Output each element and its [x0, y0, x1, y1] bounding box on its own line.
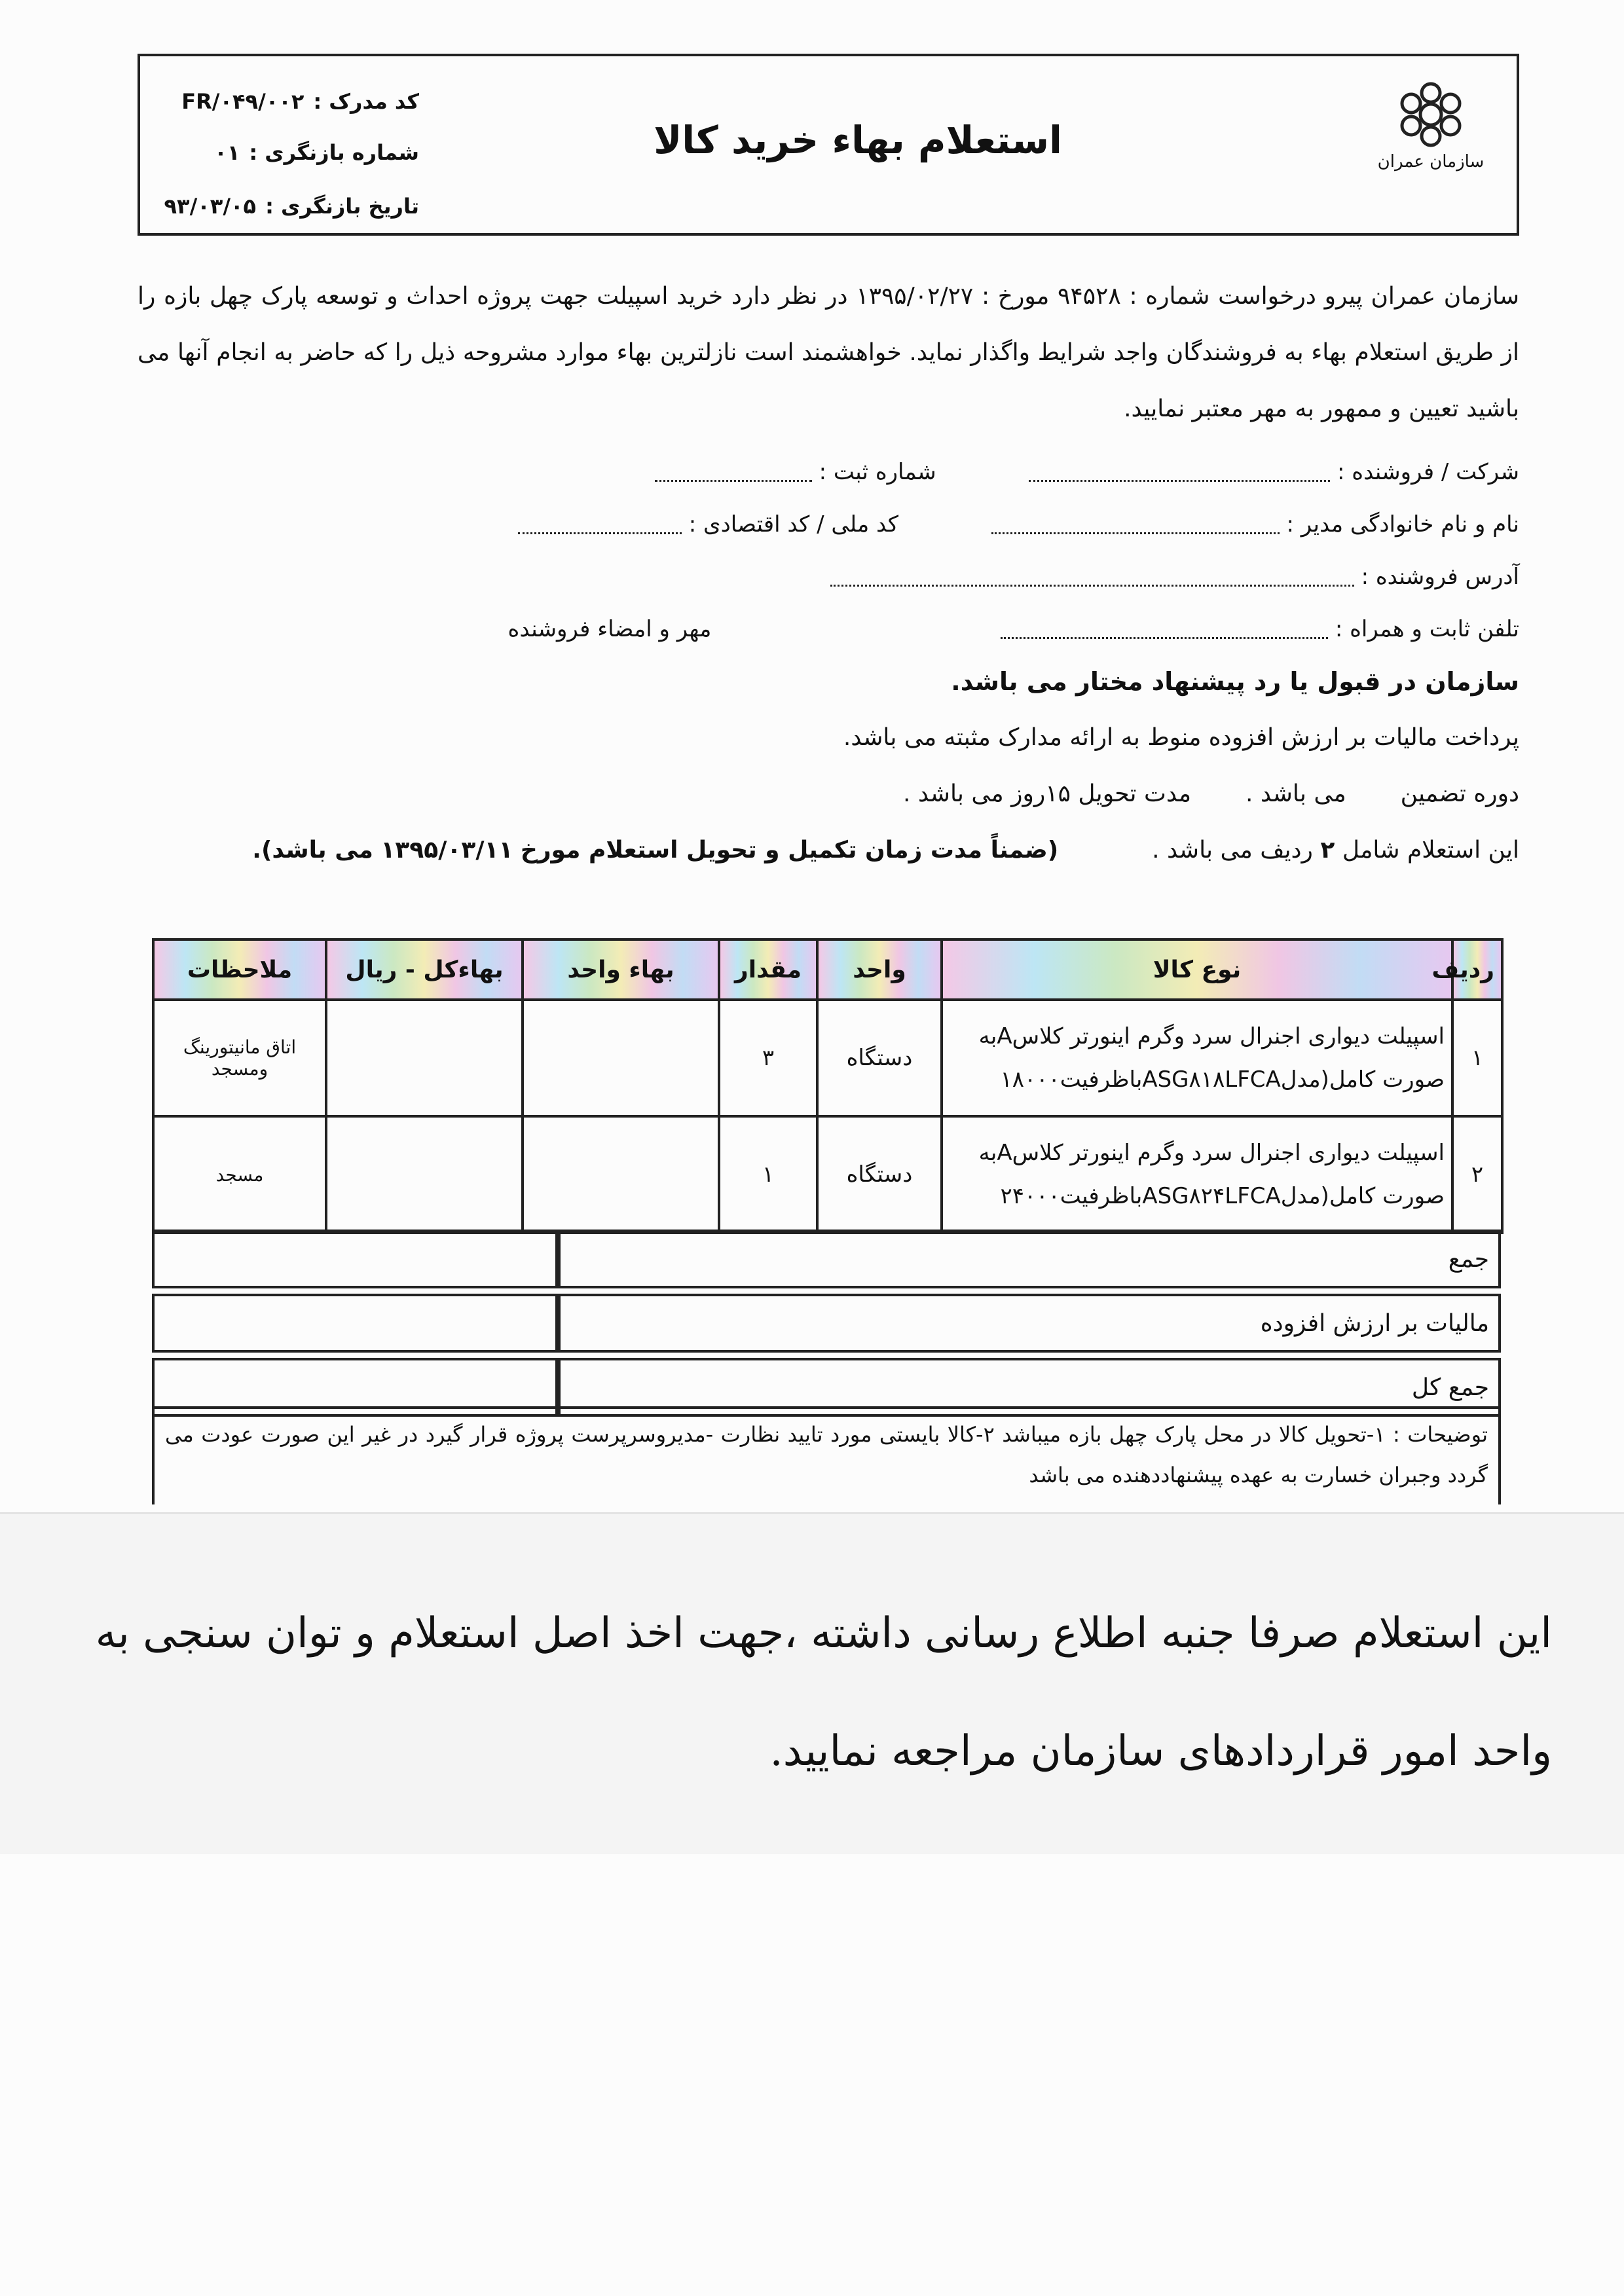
- item-description: اسپیلت دیواری اجنرال سرد وگرم اینورتر کلاسAبه صورت کامل(مدلASG۸۲۴LFCAباظرفیت۲۴۰۰۰: [942, 1116, 1452, 1233]
- field-row-manager: [138, 496, 1519, 549]
- grand-total-label: جمع کل: [558, 1358, 1501, 1417]
- revision-number: [157, 140, 419, 165]
- vat-amount[interactable]: [152, 1294, 558, 1353]
- item-quantity: ۳: [719, 1000, 817, 1116]
- vat-statement: پرداخت مالیات بر ارزش افزوده منوط به ارائه مدارک مثبته می باشد.: [843, 724, 1519, 751]
- intro-paragraph: سازمان عمران پیرو درخواست شماره : ۹۴۵۲۸ مورخ : ۱۳۹۵/۰۲/۲۷ در نظر دارد خرید اسپیلت جهت پروژه احداث و توسعه پارک چهل بازه را از طریق استعلام بهاء به فروشندگان واجد شرایط واگذار نماید. خواهشمند است نازلترین بهاء موارد مشروحه ذیل را که حاضر به انجام آنها می باشید تعیین و ممهور به مهر معتبر نمایید.: [138, 283, 1520, 422]
- item-unit-price[interactable]: [523, 1116, 719, 1233]
- rows-deadline-line: این استعلام شامل ۲ ردیف می باشد . (ضمناً مدت زمان تکمیل و تحویل استعلام مورخ ۱۳۹۵/۰۳/۱۱ می باشد).: [252, 837, 1519, 864]
- col-qty-header: مقدار: [719, 939, 817, 1000]
- request-number: ۹۴۵۲۸: [1058, 283, 1121, 310]
- col-item-header: نوع کالا: [942, 939, 1452, 1000]
- col-notes-header: ملاحظات: [153, 939, 326, 1000]
- item-notes: مسجد: [153, 1116, 326, 1233]
- stamp-label: مهر و امضاء فروشنده: [507, 616, 712, 642]
- vat-label: مالیات بر ارزش افزوده: [558, 1294, 1501, 1353]
- totals-row-vat: [152, 1294, 1501, 1353]
- phone-field[interactable]: [1001, 621, 1328, 639]
- authority-statement: سازمان در قبول یا رد پیشنهاد مختار می باشد.: [951, 667, 1519, 696]
- revision-date-value: ۹۳/۰۳/۰۵: [164, 194, 257, 219]
- col-unit-header: واحد: [817, 939, 942, 1000]
- warranty-delivery-line: دوره تضمین می باشد . مدت تحویل ۱۵روز می باشد .: [903, 780, 1519, 807]
- phone-label: تلفن ثابت و همراه :: [1335, 616, 1519, 642]
- document-code: [157, 89, 419, 114]
- address-label: آدرس فروشنده :: [1361, 564, 1519, 590]
- organization-logo: [1369, 79, 1493, 196]
- items-table: [152, 938, 1504, 1234]
- manager-label: نام و نام خانوادگی مدیر :: [1286, 511, 1519, 538]
- company-field[interactable]: [1029, 464, 1330, 482]
- col-row-header: ردیف: [1452, 939, 1502, 1000]
- col-total-price-header: بهاءکل - ریال: [326, 939, 523, 1000]
- revision-date-label: تاریخ بازنگری :: [265, 194, 419, 219]
- item-total-price[interactable]: [326, 1116, 523, 1233]
- totals-table: [152, 1224, 1501, 1422]
- row-number: ۱: [1452, 1000, 1502, 1116]
- manager-field[interactable]: [991, 517, 1280, 534]
- address-field[interactable]: [830, 569, 1354, 587]
- item-notes: اتاق مانیتورینگ ومسجد: [153, 1000, 326, 1116]
- table-row: [153, 1116, 1502, 1233]
- item-unit: دستگاه: [817, 1000, 942, 1116]
- national-code-label: کد ملی / کد اقتصادی :: [688, 511, 899, 538]
- reg-no-field[interactable]: [655, 464, 812, 482]
- intro-section: [138, 268, 1519, 879]
- revision-number-label: شماره بازنگری :: [249, 140, 419, 165]
- notes-box: توضیحات : ۱-تحویل کالا در محل پارک چهل بازه میباشد ۲-کالا بایستی مورد تایید نظارت -مدیروسرپرست پروژه قرار گیرد در غیر این صورت عودت می گردد وجبران خسارت به عهده پیشنهاددهنده می باشد: [152, 1406, 1501, 1504]
- item-description: اسپیلت دیواری اجنرال سرد وگرم اینورتر کلاسAبه صورت کامل(مدلASG۸۱۸LFCAباظرفیت۱۸۰۰۰: [942, 1000, 1452, 1116]
- item-unit: دستگاه: [817, 1116, 942, 1233]
- document-code-value: FR/۰۴۹/۰۰۲: [181, 89, 304, 114]
- item-quantity: ۱: [719, 1116, 817, 1233]
- item-total-price[interactable]: [326, 1000, 523, 1116]
- sum-amount[interactable]: [152, 1230, 558, 1288]
- row-number: ۲: [1452, 1116, 1502, 1233]
- public-notice: این استعلام صرفا جنبه اطلاع رسانی داشته ،جهت اخذ اصل استعلام و توان سنجی به واحد امور قراردادهای سازمان مراجعه نمایید.: [95, 1609, 1552, 1776]
- table-header-row: [153, 939, 1502, 1000]
- field-row-address: [138, 549, 1519, 601]
- sum-label: جمع: [558, 1230, 1501, 1288]
- revision-date: [157, 194, 419, 219]
- company-label: شرکت / فروشنده :: [1337, 459, 1519, 485]
- revision-number-value: ۰۱: [214, 140, 240, 165]
- totals-row-sum: [152, 1230, 1501, 1288]
- table-row: [153, 1000, 1502, 1116]
- item-unit-price[interactable]: [523, 1000, 719, 1116]
- delivery-days: ۱۵روز: [1011, 780, 1071, 807]
- rows-count: ۲: [1320, 837, 1335, 864]
- request-date: ۱۳۹۵/۰۲/۲۷: [856, 283, 974, 310]
- page-title: استعلام بهاء خرید کالا: [654, 118, 1062, 162]
- national-code-field[interactable]: [518, 517, 682, 534]
- field-row-phone: [138, 601, 1519, 653]
- field-row-company: [138, 444, 1519, 496]
- reg-no-label: شماره ثبت :: [819, 459, 936, 485]
- deadline-date: ۱۳۹۵/۰۳/۱۱: [380, 837, 513, 864]
- logo-caption: سازمان عمران: [1377, 152, 1485, 172]
- document-code-label: کد مدرک :: [313, 89, 419, 114]
- col-unit-price-header: بهاء واحد: [523, 939, 719, 1000]
